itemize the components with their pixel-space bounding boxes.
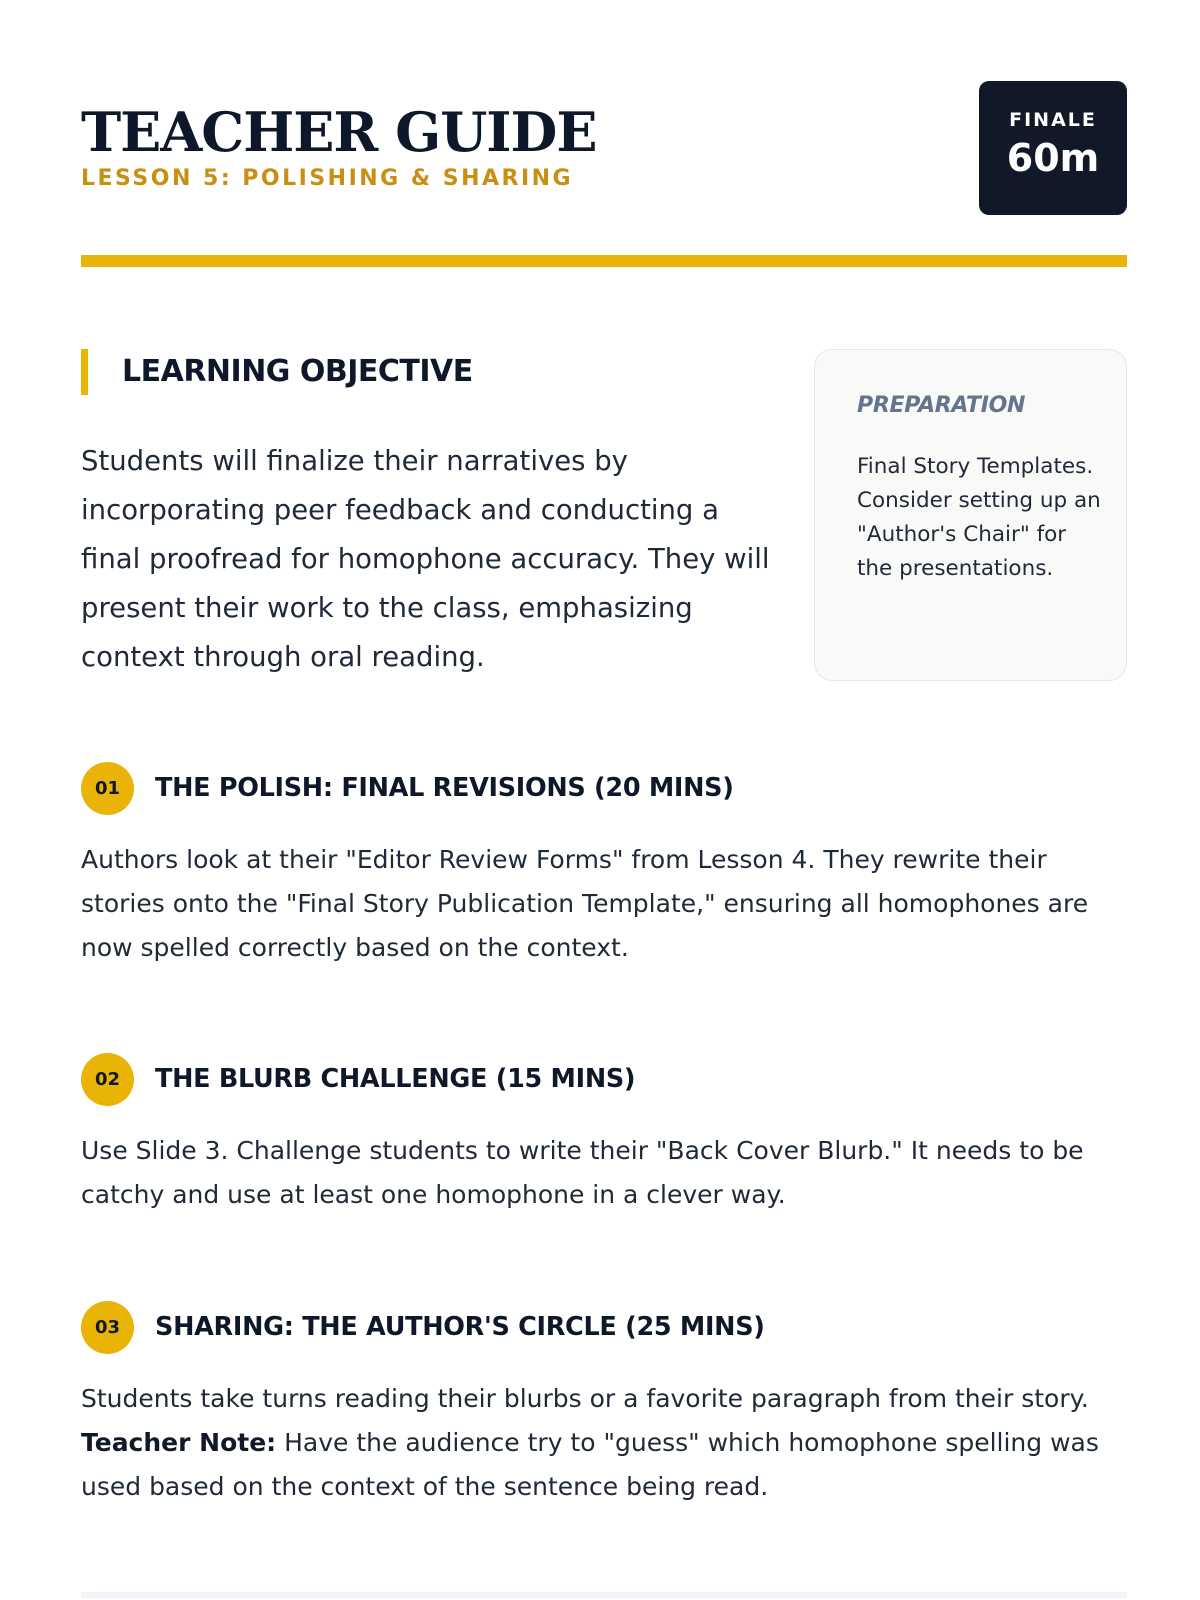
step-title: THE POLISH: FINAL REVISIONS (20 MINS) xyxy=(155,773,734,803)
preparation-title: PREPARATION xyxy=(857,393,1026,418)
step-description: Use Slide 3. Challenge students to write their "Back Cover Blurb." It needs to be catchy and use at least one homophone in a clever way. xyxy=(81,1136,1084,1209)
teacher-guide-page xyxy=(81,0,1127,1600)
step-title: THE BLURB CHALLENGE (15 MINS) xyxy=(155,1064,636,1094)
badge-duration: 60m xyxy=(1006,136,1100,180)
step-header xyxy=(81,1053,1127,1107)
objective-heading: LEARNING OBJECTIVE xyxy=(81,349,473,395)
step-polish xyxy=(81,762,1127,970)
duration-badge xyxy=(979,81,1127,215)
step-number-badge: 03 xyxy=(81,1301,134,1354)
header-divider xyxy=(81,255,1127,267)
badge-label: FINALE xyxy=(1009,109,1097,131)
preparation-card xyxy=(814,349,1127,681)
step-number-badge: 01 xyxy=(81,762,134,815)
step-header xyxy=(81,1301,1127,1355)
teacher-note-label: Teacher Note: xyxy=(81,1428,277,1457)
footer-divider xyxy=(81,1592,1127,1598)
step-body-text: Students take turns reading their blurbs or a favorite paragraph from their story. xyxy=(81,1384,1089,1413)
objective-text: Students will finalize their narratives by incorporating peer feedback and conducting a final proofread for homophone accuracy. They will present their work to the class, emphasizing context through oral reading. xyxy=(81,445,770,673)
step-header xyxy=(81,762,1127,816)
teacher-note-text: Have the audience try to "guess" which homophone spelling was used based on the context of the sentence being read. xyxy=(81,1428,1099,1501)
page-title: TEACHER GUIDE xyxy=(81,100,597,164)
preparation-text: Final Story Templates. Consider setting up an "Author's Chair" for the presentations. xyxy=(857,454,1101,581)
step-title: SHARING: THE AUTHOR'S CIRCLE (25 MINS) xyxy=(155,1312,765,1342)
lesson-subtitle: LESSON 5: POLISHING & SHARING xyxy=(81,166,574,191)
step-number-badge: 02 xyxy=(81,1053,134,1106)
step-description xyxy=(81,1377,1127,1509)
step-blurb-challenge xyxy=(81,1053,1127,1217)
step-authors-circle xyxy=(81,1301,1127,1509)
header xyxy=(81,80,1127,215)
step-description: Authors look at their "Editor Review Forms" from Lesson 4. They rewrite their stories onto the "Final Story Publication Template," ensuring all homophones are now spelled correctly based on the context. xyxy=(81,845,1089,962)
